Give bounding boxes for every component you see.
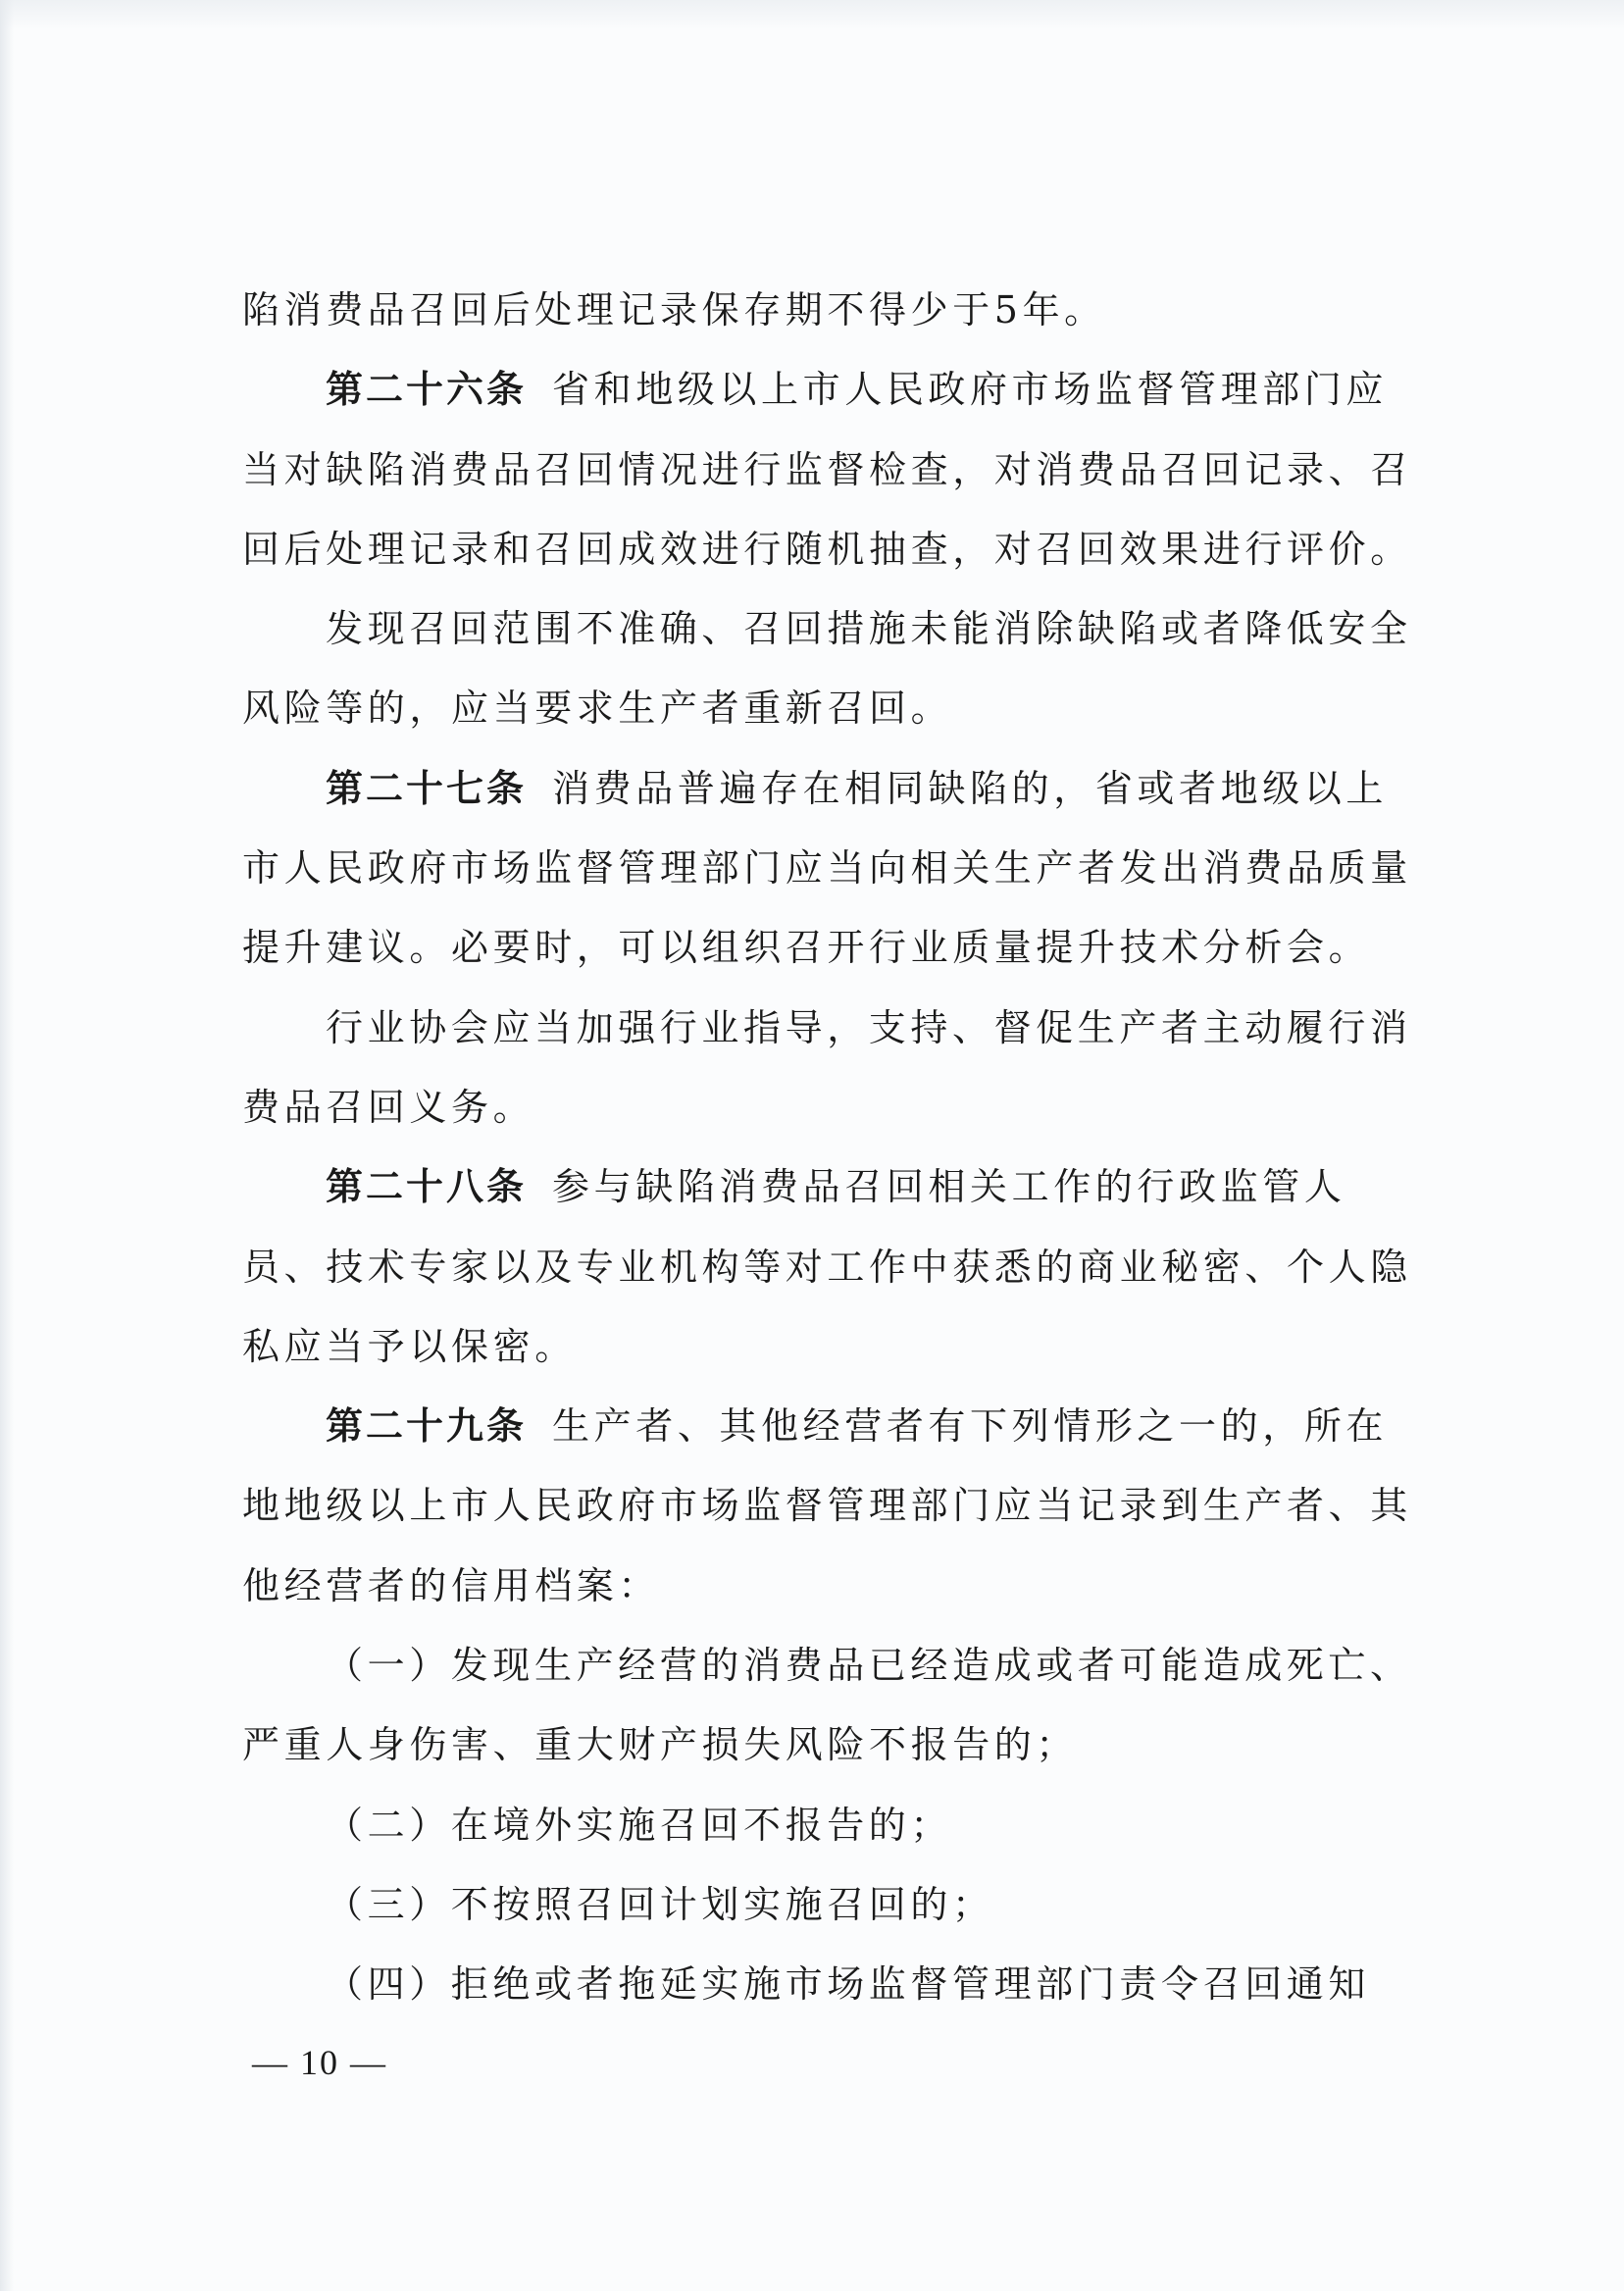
list-item-4 xyxy=(242,1953,1419,2032)
text-line xyxy=(242,1076,1419,1155)
line-text: （四）拒绝或者拖延实施市场监督管理部门责令召回通知 xyxy=(326,1962,1371,2007)
article-28-line xyxy=(242,1155,1419,1235)
line-text: 严重人身伤害、重大财产损失风险不报告的； xyxy=(242,1723,1079,1767)
page-number: — 10 — xyxy=(252,2043,387,2082)
text-line xyxy=(242,1554,1419,1634)
text-line xyxy=(242,916,1419,995)
text-line xyxy=(242,677,1419,756)
list-item-3 xyxy=(242,1873,1419,1953)
line-text: 生产者、其他经营者有下列情形之一的，所在 xyxy=(552,1404,1389,1449)
text-line xyxy=(242,1315,1419,1395)
line-text: 市人民政府市场监督管理部门应当向相关生产者发出消费品质量 xyxy=(242,846,1412,891)
line-text: 风险等的，应当要求生产者重新召回。 xyxy=(242,687,953,731)
line-text: 发现召回范围不准确、召回措施未能消除缺陷或者降低安全 xyxy=(326,607,1412,651)
line-text: 地地级以上市人民政府市场监督管理部门应当记录到生产者、其 xyxy=(242,1484,1412,1528)
document-body xyxy=(242,279,1419,2033)
line-text: （二）在境外实施召回不报告的； xyxy=(326,1803,953,1847)
text-line xyxy=(242,837,1419,916)
article-26-line xyxy=(242,358,1419,437)
article-heading: 第二十八条 xyxy=(326,1165,528,1209)
article-29-line xyxy=(242,1395,1419,1474)
article-heading: 第二十七条 xyxy=(326,766,528,810)
list-item-1 xyxy=(242,1634,1419,1713)
scan-edge-left xyxy=(0,0,14,2291)
line-text: 费品召回义务。 xyxy=(242,1085,535,1129)
line-text: 消费品普遍存在相同缺陷的，省或者地级以上 xyxy=(552,766,1389,810)
line-text: 他经营者的信用档案： xyxy=(242,1563,661,1607)
text-line xyxy=(242,996,1419,1076)
line-text: 私应当予以保密。 xyxy=(242,1324,577,1368)
text-line xyxy=(242,597,1419,677)
line-text: 当对缺陷消费品召回情况进行监督检查，对消费品召回记录、召 xyxy=(242,447,1412,491)
text-line xyxy=(242,279,1419,358)
article-heading: 第二十六条 xyxy=(326,368,528,412)
text-line xyxy=(242,438,1419,518)
line-text: 省和地级以上市人民政府市场监督管理部门应 xyxy=(552,368,1389,412)
line-text: 陷消费品召回后处理记录保存期不得少于5年。 xyxy=(242,288,1106,331)
article-heading: 第二十九条 xyxy=(326,1404,528,1449)
text-line xyxy=(242,1474,1419,1553)
text-line xyxy=(242,1236,1419,1315)
line-text: 行业协会应当加强行业指导，支持、督促生产者主动履行消 xyxy=(326,1005,1412,1049)
line-text: 员、技术专家以及专业机构等对工作中获悉的商业秘密、个人隐 xyxy=(242,1245,1412,1289)
scan-edge-top xyxy=(0,0,1624,29)
line-text: 参与缺陷消费品召回相关工作的行政监管人 xyxy=(552,1165,1346,1209)
article-27-line xyxy=(242,757,1419,837)
line-text: （一）发现生产经营的消费品已经造成或者可能造成死亡、 xyxy=(326,1644,1412,1688)
line-text: 提升建议。必要时，可以组织召开行业质量提升技术分析会。 xyxy=(242,926,1371,970)
line-text: （三）不按照召回计划实施召回的； xyxy=(326,1882,994,1926)
text-line xyxy=(242,518,1419,597)
text-line xyxy=(242,1713,1419,1793)
list-item-2 xyxy=(242,1794,1419,1873)
line-text: 回后处理记录和召回成效进行随机抽查，对召回效果进行评价。 xyxy=(242,527,1412,571)
